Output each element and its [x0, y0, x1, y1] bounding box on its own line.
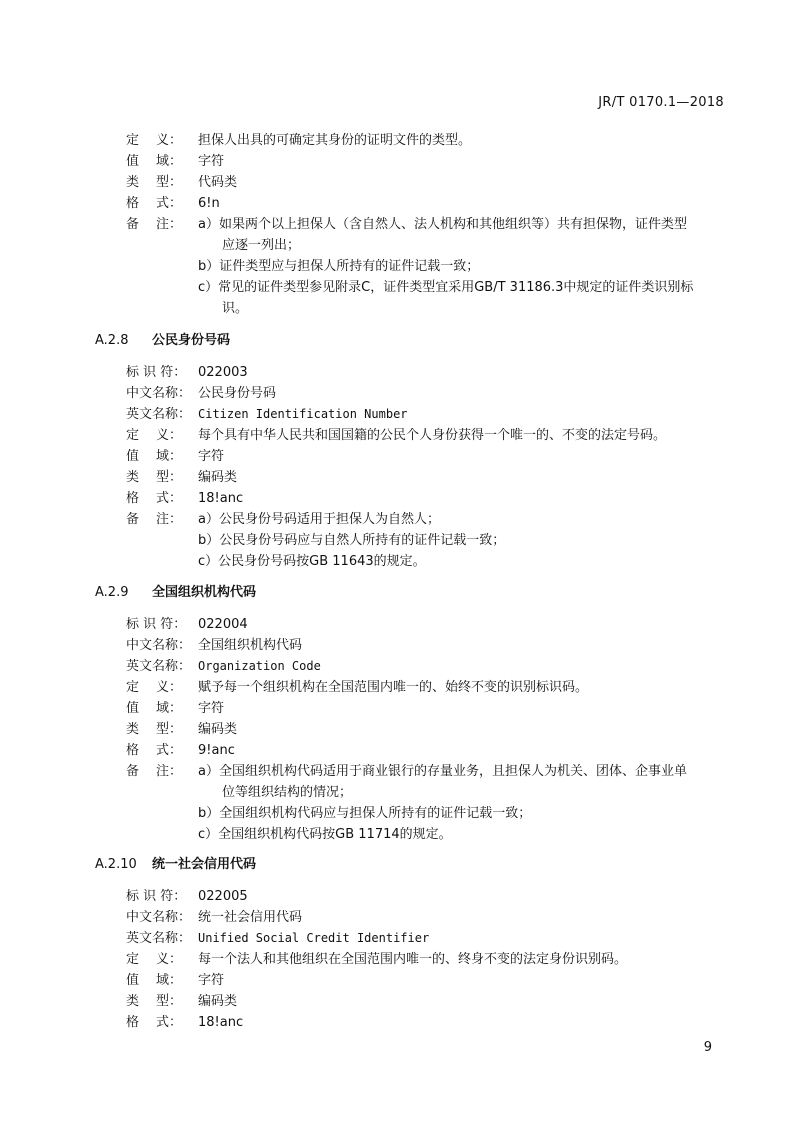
definition-row [126, 425, 730, 446]
format-row [126, 488, 730, 509]
field-label: 标 识 符： [126, 889, 187, 904]
note-marker: a） [198, 217, 219, 232]
field-label [126, 193, 182, 214]
domain-row [126, 151, 730, 172]
note-text: 公民身份号码应与自然人所持有的证件记载一致； [219, 533, 506, 548]
field-value: 编码类 [198, 994, 238, 1009]
label-part: 定 [126, 680, 140, 695]
field-label [126, 970, 182, 991]
field-value: 字符 [198, 973, 225, 988]
field-label: 中文名称： [126, 386, 192, 401]
label-part: 义： [155, 680, 182, 695]
note-row [198, 551, 730, 572]
field-value: 代码类 [198, 175, 238, 190]
definition-row [126, 130, 730, 151]
field-value: 18!anc [198, 491, 244, 506]
definition-row [126, 677, 730, 698]
note-text: 全国组织机构代码按GB 11714的规定。 [218, 827, 452, 842]
id-row [126, 886, 730, 907]
label-part: 类 [126, 470, 140, 485]
note-marker: b） [198, 533, 220, 548]
label-part: 域： [155, 701, 182, 716]
field-label [126, 949, 182, 970]
section-title: 全国组织机构代码 [152, 585, 257, 600]
field-value: 6!n [198, 196, 220, 211]
label-part: 备 [126, 512, 140, 527]
field-value: 编码类 [198, 470, 238, 485]
note-text: 常见的证件类型参见附录C，证件类型宜采用GB/T 31186.3中规定的证件类识别标 [218, 280, 694, 295]
field-label [126, 761, 182, 782]
field-label [126, 719, 182, 740]
field-label [126, 425, 182, 446]
note-marker: c） [198, 280, 219, 295]
note-continuation: 位等组织结构的情况； [222, 785, 353, 800]
label-part: 域： [155, 449, 182, 464]
label-part: 值 [126, 154, 140, 169]
note-continuation: 应逐一列出； [222, 238, 301, 253]
note-marker: b） [198, 806, 220, 821]
field-label [126, 677, 182, 698]
field-label [126, 214, 182, 235]
section-heading [95, 854, 256, 875]
note-text: 证件类型应与担保人所持有的证件记载一致； [219, 259, 480, 274]
note-continuation: 识。 [222, 301, 249, 316]
format-row [126, 740, 730, 761]
id-row [126, 362, 730, 383]
label-part: 式： [155, 196, 182, 211]
type-row [126, 467, 730, 488]
field-value: 编码类 [198, 722, 238, 737]
field-label [126, 446, 182, 467]
note-text: 全国组织机构代码适用于商业银行的存量业务，且担保人为机关、团体、企事业单 [218, 764, 687, 779]
field-value: 字符 [198, 154, 225, 169]
label-part: 型： [155, 175, 182, 190]
label-part: 式： [155, 743, 182, 758]
note-row [198, 803, 730, 824]
label-part: 备 [126, 764, 140, 779]
field-value: 18!anc [198, 1015, 244, 1030]
note-row [126, 509, 730, 530]
field-label [126, 130, 182, 151]
field-value: 字符 [198, 701, 225, 716]
field-value: Citizen Identification Number [198, 407, 408, 421]
label-part: 备 [126, 217, 140, 232]
doc-code: JR/T 0170.1—2018 [598, 95, 724, 110]
section-number: A.2.8 [95, 333, 129, 348]
field-value: 公民身份号码 [198, 386, 277, 401]
note-row [198, 256, 730, 277]
field-value: 9!anc [198, 743, 235, 758]
domain-row [126, 698, 730, 719]
label-part: 域： [155, 154, 182, 169]
note-row [126, 214, 730, 235]
en-name-row [126, 656, 730, 677]
label-part: 类 [126, 722, 140, 737]
label-part: 义： [155, 133, 182, 148]
field-value: 022003 [198, 365, 248, 380]
label-part: 型： [155, 722, 182, 737]
label-part: 定 [126, 952, 140, 967]
note-row [198, 277, 730, 298]
section-heading [95, 582, 256, 603]
label-part: 值 [126, 701, 140, 716]
field-value: 统一社会信用代码 [198, 910, 303, 925]
field-label: 中文名称： [126, 638, 192, 653]
page-number: 9 [703, 1040, 712, 1055]
cn-name-row [126, 383, 730, 404]
label-part: 格 [126, 196, 140, 211]
field-label: 英文名称： [126, 407, 192, 422]
label-part: 定 [126, 428, 140, 443]
cn-name-row [126, 635, 730, 656]
en-name-row [126, 404, 730, 425]
field-value: 赋予每一个组织机构在全国范围内唯一的、始终不变的识别标识码。 [198, 680, 589, 695]
cn-name-row [126, 907, 730, 928]
field-label [126, 488, 182, 509]
field-label [126, 740, 182, 761]
field-value: 022005 [198, 889, 248, 904]
field-value: 担保人出具的可确定其身份的证明文件的类型。 [198, 133, 472, 148]
label-part: 型： [155, 470, 182, 485]
type-row [126, 172, 730, 193]
label-part: 定 [126, 133, 140, 148]
type-row [126, 991, 730, 1012]
note-text: 公民身份号码适用于担保人为自然人； [218, 512, 440, 527]
note-marker: a） [198, 764, 219, 779]
label-part: 义： [155, 428, 182, 443]
field-value: Unified Social Credit Identifier [198, 931, 430, 945]
field-label [126, 991, 182, 1012]
format-row [126, 193, 730, 214]
label-part: 义： [155, 952, 182, 967]
label-part: 值 [126, 449, 140, 464]
field-value: 全国组织机构代码 [198, 638, 303, 653]
field-label: 英文名称： [126, 931, 192, 946]
note-text: 全国组织机构代码应与担保人所持有的证件记载一致； [219, 806, 532, 821]
field-label [126, 698, 182, 719]
field-label [126, 1012, 182, 1033]
section-number: A.2.10 [95, 857, 137, 872]
field-label: 英文名称： [126, 659, 192, 674]
note-row [198, 530, 730, 551]
note-marker: b） [198, 259, 220, 274]
label-part: 格 [126, 491, 140, 506]
label-part: 注： [155, 217, 182, 232]
format-row [126, 1012, 730, 1033]
label-part: 域： [155, 973, 182, 988]
type-row [126, 719, 730, 740]
label-part: 式： [155, 1015, 182, 1030]
field-label [126, 151, 182, 172]
label-part: 注： [155, 764, 182, 779]
field-label: 标 识 符： [126, 365, 187, 380]
label-part: 式： [155, 491, 182, 506]
note-text: 如果两个以上担保人（含自然人、法人机构和其他组织等）共有担保物，证件类型 [218, 217, 687, 232]
field-label: 标 识 符： [126, 617, 187, 632]
domain-row [126, 970, 730, 991]
domain-row [126, 446, 730, 467]
label-part: 注： [155, 512, 182, 527]
note-row [126, 761, 730, 782]
section-title: 公民身份号码 [152, 333, 231, 348]
note-row [198, 824, 730, 845]
note-marker: c） [198, 554, 219, 569]
id-row [126, 614, 730, 635]
field-value: Organization Code [198, 659, 321, 673]
field-label [126, 509, 182, 530]
note-text: 公民身份号码按GB 11643的规定。 [218, 554, 426, 569]
field-value: 字符 [198, 449, 225, 464]
label-part: 格 [126, 1015, 140, 1030]
section-title: 统一社会信用代码 [152, 857, 257, 872]
label-part: 格 [126, 743, 140, 758]
field-value: 每一个法人和其他组织在全国范围内唯一的、终身不变的法定身份识别码。 [198, 952, 628, 967]
definition-row [126, 949, 730, 970]
field-label: 中文名称： [126, 910, 192, 925]
section-heading [95, 330, 230, 351]
field-value: 022004 [198, 617, 248, 632]
label-part: 值 [126, 973, 140, 988]
label-part: 型： [155, 994, 182, 1009]
label-part: 类 [126, 175, 140, 190]
field-label [126, 467, 182, 488]
field-value: 每个具有中华人民共和国国籍的公民个人身份获得一个唯一的、不变的法定号码。 [198, 428, 667, 443]
field-label [126, 172, 182, 193]
note-marker: a） [198, 512, 219, 527]
section-number: A.2.9 [95, 585, 129, 600]
label-part: 类 [126, 994, 140, 1009]
note-marker: c） [198, 827, 219, 842]
en-name-row [126, 928, 730, 949]
